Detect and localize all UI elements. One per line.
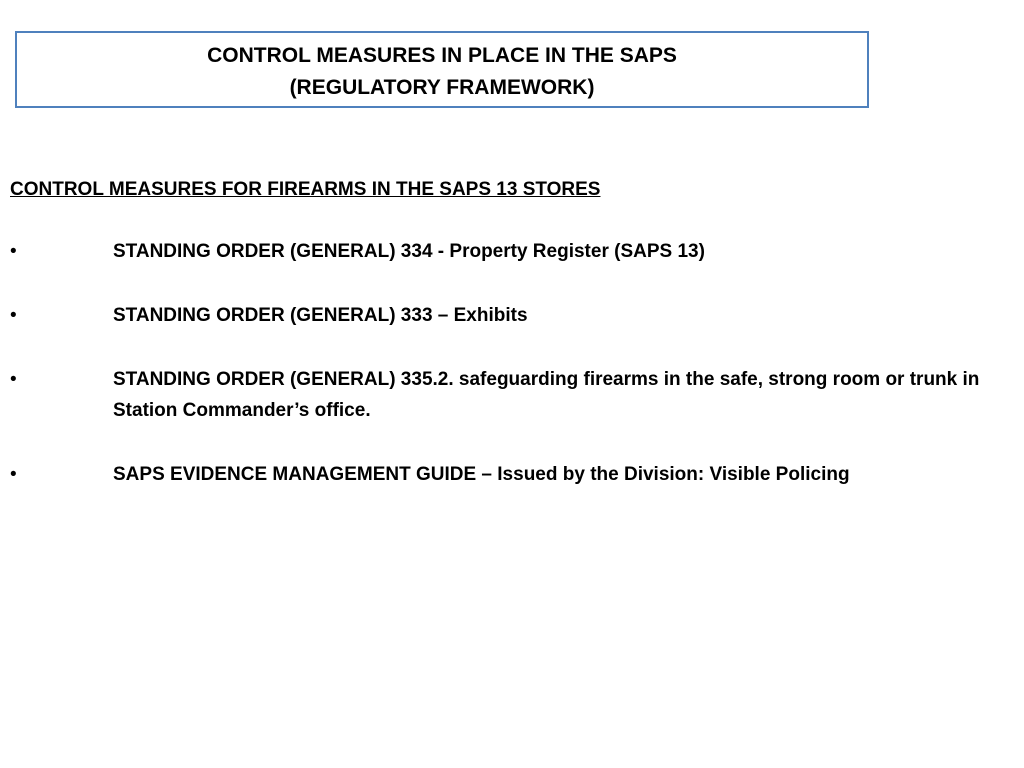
bullet-text: STANDING ORDER (GENERAL) 335.2. safeguarding firearms in the safe, strong room or trunk in Station Commander’s office. — [113, 369, 980, 421]
bullet-icon: • — [10, 241, 17, 262]
title-box — [15, 31, 869, 108]
page-title-line-1: CONTROL MEASURES IN PLACE IN THE SAPS — [207, 44, 677, 67]
bullet-icon: • — [10, 464, 17, 485]
section-heading: CONTROL MEASURES FOR FIREARMS IN THE SAPS 13 STORES — [10, 179, 601, 200]
list-item — [10, 459, 1000, 490]
bullet-text: SAPS EVIDENCE MANAGEMENT GUIDE – Issued by the Division: Visible Policing — [113, 464, 850, 485]
bullet-list — [10, 236, 1000, 523]
bullet-icon: • — [10, 369, 17, 390]
bullet-text: STANDING ORDER (GENERAL) 334 - Property Register (SAPS 13) — [113, 241, 705, 262]
list-item — [10, 236, 1000, 267]
page-title-line-2: (REGULATORY FRAMEWORK) — [289, 76, 595, 99]
list-item — [10, 300, 1000, 331]
list-item — [10, 364, 1000, 426]
bullet-icon: • — [10, 305, 17, 326]
bullet-text: STANDING ORDER (GENERAL) 333 – Exhibits — [113, 305, 528, 326]
